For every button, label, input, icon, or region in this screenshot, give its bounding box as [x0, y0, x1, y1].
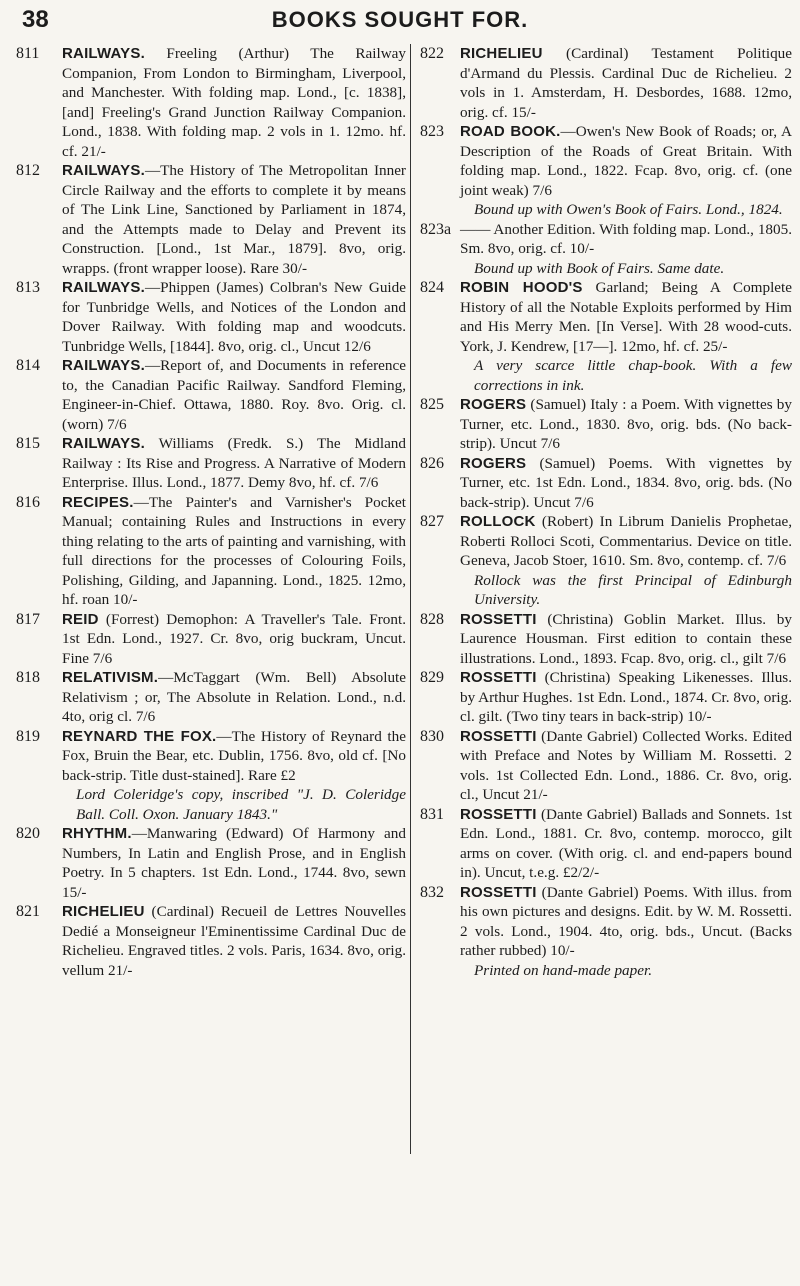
entry-heading: RAILWAYS.	[62, 162, 145, 179]
entry-number: 829	[420, 669, 444, 686]
catalogue-entry	[16, 727, 406, 825]
entry-heading: RHYTHM.	[62, 825, 132, 842]
entry-heading: ROGERS	[460, 396, 527, 413]
entry-description: (Christina) Goblin Market. Illus. by Laurence Housman. First edition to contain these illustrations. Lond., 1893. Fcap. 8vo, orig. cl., gilt 7/6	[460, 610, 792, 667]
entry-body	[62, 824, 406, 902]
entry-body	[62, 610, 406, 669]
entry-number: 827	[420, 513, 444, 530]
entry-body	[62, 902, 406, 980]
catalogue-entry	[16, 278, 406, 356]
page-number: 38	[22, 6, 49, 33]
entry-body	[62, 493, 406, 610]
entry-heading: ROAD BOOK.	[460, 123, 561, 140]
entry-note: A very scarce little chap-book. With a few corrections in ink.	[474, 357, 792, 394]
entry-body	[460, 883, 792, 981]
entry-description: —Report of, and Documents in reference to, the Canadian Pacific Railway. Sandford Fleming, Engineer-in-Chief. Ottawa, 1880. Roy. 8vo. Orig. cl. (worn) 7/6	[62, 357, 406, 433]
entry-body	[460, 44, 792, 122]
catalogue-entry	[420, 278, 792, 395]
entry-body	[460, 805, 792, 883]
entry-heading: RAILWAYS.	[62, 435, 145, 452]
entry-number: 821	[16, 903, 40, 920]
entry-body	[460, 220, 792, 279]
entry-description: —Owen's New Book of Roads; or, A Description of the Roads of Great Britain. With folding map. Lond., 1822. Fcap. 8vo, orig. cf. (one joint weak) 7/6	[460, 123, 792, 199]
catalogue-entry	[420, 44, 792, 122]
entry-heading: ROLLOCK	[460, 513, 536, 530]
entry-heading: ROSSETTI	[460, 669, 537, 686]
entry-number: 823a	[420, 220, 452, 238]
entry-number: 819	[16, 727, 40, 745]
catalogue-entry	[420, 220, 792, 279]
page-header	[0, 0, 800, 40]
entry-body	[62, 356, 406, 434]
entry-note: Printed on hand-made paper.	[474, 961, 653, 979]
entry-description: Freeling (Arthur) The Railway Companion, From London to Birmingham, Liverpool, and Manchester. With folding map. Lond., [c. 1838], [and] Freeling's Grand Junction Railway Companion. Lond., 1838. With folding map. 2 vols in 1. 12mo. hf. cf. 21/-	[62, 45, 406, 160]
entry-body	[62, 668, 406, 727]
entry-heading: ROSSETTI	[460, 727, 537, 745]
entry-number: 815	[16, 435, 40, 452]
entry-description: (Christina) Speaking Likenesses. Illus. by Arthur Hughes. 1st Edn. Lond., 1874. Cr. 8vo, orig. cl. gilt. (Two tiny tears in back-strip) 10/-	[460, 669, 793, 725]
entry-heading: ROSSETTI	[460, 805, 537, 823]
catalogue-entry	[420, 805, 792, 883]
entry-body	[460, 668, 792, 727]
entry-description: —The History of The Metropolitan Inner Circle Railway and the efforts to complete it by means of The Link Line, Sanctioned by Parliament in 1874, and the Attempts made to Delay and Prevent its Construction. [Lond., 1st Mar., 1879]. 8vo, orig. wrapps. (front wrapper loose). Rare 30/-	[62, 162, 406, 277]
catalogue-entry	[420, 122, 792, 220]
entry-number: 814	[16, 357, 40, 374]
entry-heading: RELATIVISM.	[62, 669, 159, 686]
entry-note: Bound up with Book of Fairs. Same date.	[474, 259, 725, 277]
entry-number: 825	[420, 396, 444, 413]
entry-body	[62, 434, 406, 493]
entry-heading: ROSSETTI	[460, 883, 537, 901]
entry-number: 824	[420, 279, 444, 296]
entry-heading: ROSSETTI	[460, 610, 537, 628]
catalogue-entry	[420, 727, 792, 805]
entry-note: Rollock was the first Principal of Edinburgh University.	[474, 571, 792, 608]
page-title: BOOKS SOUGHT FOR.	[271, 7, 529, 32]
entry-description: (Cardinal) Recueil de Lettres Nouvelles Dedié a Monseigneur l'Eminentissime Cardinal Duc de Richelieu. Engraved titles. 2 vols. Paris, 1634. 8vo, orig. vellum 21/-	[62, 903, 406, 979]
entry-number: 823	[420, 123, 444, 140]
entry-body	[62, 727, 406, 825]
entry-description: (Dante Gabriel) Ballads and Sonnets. 1st Edn. Lond., 1881. Cr. 8vo, contemp. morocco, gilt arms on cover. (With orig. cl. and end-papers bound in). Uncut, t.e.g. £2/2/-	[460, 805, 792, 881]
right-column	[420, 44, 792, 980]
entry-number: 811	[16, 45, 40, 62]
entry-body	[460, 395, 792, 454]
entry-heading: RAILWAYS.	[62, 357, 145, 374]
entry-description: (Forrest) Demophon: A Traveller's Tale. Front. 1st Edn. Lond., 1927. Cr. 8vo, orig buckram, Uncut. Fine 7/6	[62, 610, 406, 667]
entry-number: 812	[16, 162, 40, 179]
entry-body	[62, 278, 406, 356]
column-divider	[410, 44, 411, 1154]
catalogue-entry	[16, 902, 406, 980]
entry-body	[460, 512, 792, 610]
entry-body	[62, 161, 406, 278]
entry-heading: ROBIN HOOD'S	[460, 279, 583, 296]
entry-number: 817	[16, 610, 40, 628]
entry-description: (Dante Gabriel) Collected Works. Edited with Preface and Notes by William M. Rossetti. 2 vols. 1st Collected Edn. Lond., 1886. Cr. 8vo, orig. cl., Uncut 21/-	[460, 727, 792, 803]
entry-note: Bound up with Owen's Book of Fairs. Lond., 1824.	[474, 201, 783, 218]
catalogue-entry	[420, 512, 792, 610]
entry-note: Lord Coleridge's copy, inscribed "J. D. Coleridge Ball. Coll. Oxon. January 1843."	[76, 786, 406, 823]
entry-description: —The Painter's and Varnisher's Pocket Manual; containing Rules and Instructions in every thing relating to the arts of painting and varnishing, with full directions for the processes of Colouring Foils, Polishing, Gilding, and Japanning. Lond., 1825. 12mo, hf. roan 10/-	[62, 493, 406, 608]
entry-heading: RAILWAYS.	[62, 45, 145, 62]
entry-description: —Manwaring (Edward) Of Harmony and Numbers, In Latin and English Prose, and in English Poetry. In 5 chapters. 1st Edn. Lond., 1744. 8vo, sewn 15/-	[62, 825, 406, 901]
entry-number: 820	[16, 825, 40, 842]
entry-heading: ROGERS	[460, 454, 527, 472]
entry-number: 832	[420, 883, 444, 901]
entry-body	[460, 727, 792, 805]
entry-number: 813	[16, 279, 40, 296]
entry-heading: RICHELIEU	[460, 45, 543, 62]
catalogue-entry	[16, 44, 406, 161]
catalogue-entry	[420, 395, 792, 454]
entry-number: 831	[420, 805, 444, 823]
left-column	[16, 44, 406, 980]
catalogue-entry	[16, 434, 406, 493]
entry-description: (Cardinal) Testament Politique d'Armand du Plessis. Cardinal Duc de Richelieu. 2 vols in 1. Amsterdam, H. Desbordes, 1688. 12mo, orig. cf. 15/-	[460, 45, 792, 121]
entry-heading: REYNARD THE FOX.	[62, 727, 217, 745]
entry-number: 826	[420, 454, 444, 472]
entry-description: —— Another Edition. With folding map. Lond., 1805. Sm. 8vo, orig. cf. 10/-	[460, 220, 792, 257]
catalogue-entry	[16, 668, 406, 727]
entry-number: 830	[420, 727, 444, 745]
entry-number: 816	[16, 493, 40, 511]
catalogue-entry	[16, 161, 406, 278]
entry-number: 822	[420, 45, 444, 62]
catalogue-entry	[420, 610, 792, 669]
entry-heading: REID	[62, 610, 99, 628]
entry-description: (Samuel) Italy : a Poem. With vignettes by Turner, etc. Lond., 1830. 8vo, orig. bds. (No back-strip). Uncut 7/6	[460, 396, 792, 452]
catalogue-entry	[420, 883, 792, 981]
entry-description: —McTaggart (Wm. Bell) Absolute Relativism ; or, The Absolute in Relation. Lond., n.d. 4to, orig cl. 7/6	[62, 669, 406, 725]
entry-body	[460, 122, 792, 220]
entry-body	[460, 454, 792, 513]
entry-number: 828	[420, 610, 444, 628]
entry-heading: RECIPES.	[62, 493, 134, 511]
entry-description: (Samuel) Poems. With vignettes by Turner, etc. 1st Edn. Lond., 1834. 8vo, orig. bds. (No back-strip). Uncut 7/6	[460, 454, 792, 511]
entry-heading: RICHELIEU	[62, 903, 145, 920]
entry-description: —Phippen (James) Colbran's New Guide for Tunbridge Wells, and Notices of the London and Dover Railway. With folding map and woodcuts. Tunbridge Wells, [1844]. 8vo, orig. cl., Uncut 12/6	[62, 279, 406, 355]
catalogue-entry	[16, 824, 406, 902]
entry-heading: RAILWAYS.	[62, 279, 145, 296]
catalogue-entry	[16, 493, 406, 610]
entry-number: 818	[16, 669, 40, 686]
entry-description: (Dante Gabriel) Poems. With illus. from his own pictures and designs. Edit. by W. M. Rossetti. 2 vols. Lond., 1904. 4to, orig. bds., Uncut. (Backs rather rubbed) 10/-	[460, 883, 792, 959]
entry-description: Garland; Being A Complete History of all the Notable Exploits performed by Him and His Merry Men. [In Verse]. With 28 wood-cuts. York, J. Kendrew, [17—]. 12mo, hf. cf. 25/-	[460, 279, 792, 355]
entry-body	[460, 278, 792, 395]
entry-body	[460, 610, 792, 669]
catalogue-entry	[16, 356, 406, 434]
catalogue-entry	[16, 610, 406, 669]
entry-description: —The History of Reynard the Fox, Bruin the Bear, etc. Dublin, 1756. 8vo, old cf. [No back-strip. Title dust-stained]. Rare £2	[62, 727, 406, 784]
entry-description: (Robert) In Librum Danielis Prophetae, Roberti Rolloci Scoti, Commentarius. Device on title. Geneva, Jacob Stoer, 1610. Sm. 8vo, contemp. cf. 7/6	[460, 513, 792, 569]
catalogue-entry	[420, 668, 792, 727]
entry-description: Williams (Fredk. S.) The Midland Railway : Its Rise and Progress. A Narrative of Modern Enterprise. Illus. Lond., 1877. Demy 8vo, hf. cf. 7/6	[62, 435, 406, 491]
entry-body	[62, 44, 406, 161]
catalogue-entry	[420, 454, 792, 513]
